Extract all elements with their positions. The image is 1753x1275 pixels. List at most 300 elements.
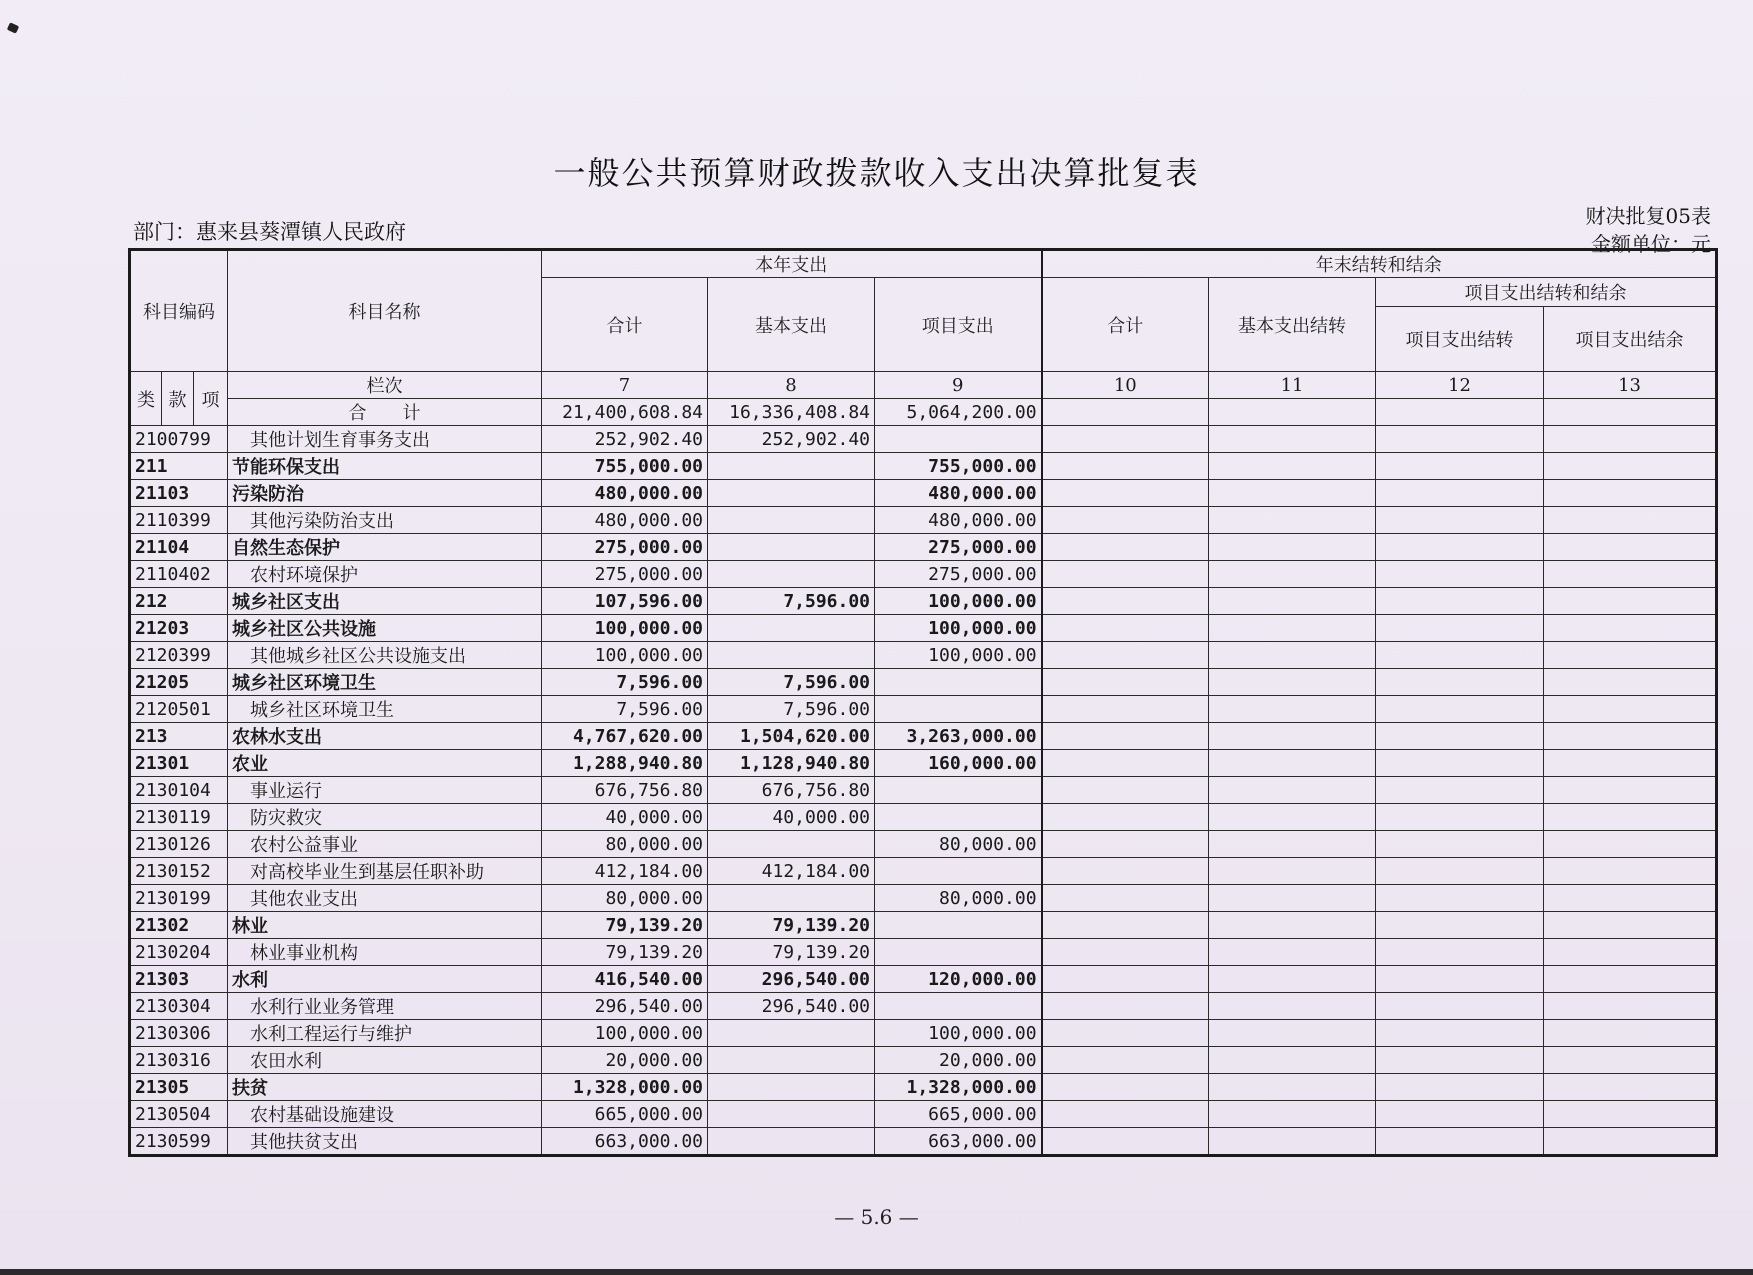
empty-cell xyxy=(1042,1020,1209,1047)
row-project: 100,000.00 xyxy=(875,642,1042,669)
empty-cell xyxy=(1042,777,1209,804)
empty-cell xyxy=(1209,453,1376,480)
row-total: 412,184.00 xyxy=(542,858,708,885)
row-name: 城乡社区环境卫生 xyxy=(228,696,542,723)
empty-cell xyxy=(1042,696,1209,723)
empty-cell xyxy=(1376,426,1544,453)
row-project xyxy=(875,804,1042,831)
table-row xyxy=(130,696,1717,723)
row-basic: 1,128,940.80 xyxy=(708,750,875,777)
header-basic-expenditure: 基本支出 xyxy=(708,278,875,372)
row-code: 2130152 xyxy=(130,858,228,885)
row-total: 663,000.00 xyxy=(542,1128,708,1156)
header-project-expenditure: 项目支出 xyxy=(875,278,1042,372)
table-row xyxy=(130,561,1717,588)
row-total: 40,000.00 xyxy=(542,804,708,831)
table-row xyxy=(130,804,1717,831)
empty-cell xyxy=(1544,426,1717,453)
row-code: 213 xyxy=(130,723,228,750)
empty-cell xyxy=(1042,831,1209,858)
row-basic xyxy=(708,480,875,507)
row-code: 21203 xyxy=(130,615,228,642)
empty-cell xyxy=(1042,1128,1209,1156)
row-basic xyxy=(708,1020,875,1047)
empty-cell xyxy=(1042,615,1209,642)
row-code: 2120399 xyxy=(130,642,228,669)
row-name: 事业运行 xyxy=(228,777,542,804)
empty-cell xyxy=(1209,858,1376,885)
empty-cell xyxy=(1544,993,1717,1020)
empty-cell xyxy=(1544,1101,1717,1128)
empty-cell xyxy=(1042,669,1209,696)
grand-total-amount: 21,400,608.84 xyxy=(542,399,708,426)
row-code: 21305 xyxy=(130,1074,228,1101)
table-row xyxy=(130,426,1717,453)
row-name: 农田水利 xyxy=(228,1047,542,1074)
empty-cell xyxy=(1376,993,1544,1020)
empty-cell xyxy=(1376,1128,1544,1156)
empty-cell xyxy=(1544,561,1717,588)
row-code: 2130306 xyxy=(130,1020,228,1047)
empty-cell xyxy=(1376,966,1544,993)
row-basic xyxy=(708,534,875,561)
empty-cell xyxy=(1209,804,1376,831)
row-total: 7,596.00 xyxy=(542,696,708,723)
empty-cell xyxy=(1042,561,1209,588)
row-project: 665,000.00 xyxy=(875,1101,1042,1128)
table-row xyxy=(130,615,1717,642)
empty-cell xyxy=(1042,723,1209,750)
row-code: 2130104 xyxy=(130,777,228,804)
empty-cell xyxy=(1209,831,1376,858)
table-row xyxy=(130,858,1717,885)
table-row xyxy=(130,1047,1717,1074)
row-basic xyxy=(708,1101,875,1128)
row-name: 其他污染防治支出 xyxy=(228,507,542,534)
row-project: 1,328,000.00 xyxy=(875,1074,1042,1101)
row-basic xyxy=(708,642,875,669)
header-code: 科目编码 xyxy=(130,250,228,372)
empty-cell xyxy=(1042,453,1209,480)
row-code: 212 xyxy=(130,588,228,615)
row-basic: 7,596.00 xyxy=(708,669,875,696)
empty-cell xyxy=(1544,1047,1717,1074)
row-code: 21104 xyxy=(130,534,228,561)
page-number: — 5.6 — xyxy=(834,1205,919,1229)
table-row xyxy=(130,1020,1717,1047)
header-project-surplus: 项目支出结余 xyxy=(1544,307,1717,372)
row-project: 755,000.00 xyxy=(875,453,1042,480)
empty-cell xyxy=(1209,750,1376,777)
row-code: 2130204 xyxy=(130,939,228,966)
row-name: 农林水支出 xyxy=(228,723,542,750)
empty-cell xyxy=(1544,615,1717,642)
empty-cell xyxy=(1376,399,1544,426)
empty-cell xyxy=(1209,669,1376,696)
row-project: 100,000.00 xyxy=(875,588,1042,615)
empty-cell xyxy=(1042,507,1209,534)
table-row xyxy=(130,1128,1717,1156)
empty-cell xyxy=(1376,831,1544,858)
row-code: 2130316 xyxy=(130,1047,228,1074)
empty-cell xyxy=(1042,1101,1209,1128)
row-name: 其他农业支出 xyxy=(228,885,542,912)
row-code: 21303 xyxy=(130,966,228,993)
row-name: 污染防治 xyxy=(228,480,542,507)
row-basic: 79,139.20 xyxy=(708,939,875,966)
empty-cell xyxy=(1544,1074,1717,1101)
row-project: 100,000.00 xyxy=(875,615,1042,642)
empty-cell xyxy=(1544,1128,1717,1156)
empty-cell xyxy=(1376,588,1544,615)
row-name: 水利 xyxy=(228,966,542,993)
empty-cell xyxy=(1209,615,1376,642)
empty-cell xyxy=(1544,480,1717,507)
row-name: 自然生态保护 xyxy=(228,534,542,561)
row-total: 80,000.00 xyxy=(542,831,708,858)
empty-cell xyxy=(1544,642,1717,669)
col-number: 7 xyxy=(542,372,708,399)
empty-cell xyxy=(1209,777,1376,804)
row-project xyxy=(875,696,1042,723)
empty-cell xyxy=(1209,1101,1376,1128)
row-total: 665,000.00 xyxy=(542,1101,708,1128)
row-name: 城乡社区支出 xyxy=(228,588,542,615)
empty-cell xyxy=(1376,669,1544,696)
table-row xyxy=(130,777,1717,804)
header-year-end-balance: 年末结转和结余 xyxy=(1042,250,1717,278)
empty-cell xyxy=(1042,426,1209,453)
row-name: 农村基础设施建设 xyxy=(228,1101,542,1128)
empty-cell xyxy=(1544,696,1717,723)
row-total: 20,000.00 xyxy=(542,1047,708,1074)
row-project xyxy=(875,912,1042,939)
empty-cell xyxy=(1544,669,1717,696)
empty-cell xyxy=(1544,912,1717,939)
row-total: 296,540.00 xyxy=(542,993,708,1020)
row-total: 1,288,940.80 xyxy=(542,750,708,777)
header-basic-carryover: 基本支出结转 xyxy=(1209,278,1376,372)
empty-cell xyxy=(1376,1047,1544,1074)
row-total: 79,139.20 xyxy=(542,939,708,966)
empty-cell xyxy=(1209,966,1376,993)
empty-cell xyxy=(1042,858,1209,885)
empty-cell xyxy=(1209,561,1376,588)
row-code: 2100799 xyxy=(130,426,228,453)
row-name: 其他扶贫支出 xyxy=(228,1128,542,1156)
grand-total-row xyxy=(130,399,1717,426)
empty-cell xyxy=(1376,912,1544,939)
row-code: 2130199 xyxy=(130,885,228,912)
empty-cell xyxy=(1544,588,1717,615)
row-total: 416,540.00 xyxy=(542,966,708,993)
table-row xyxy=(130,723,1717,750)
row-code: 21103 xyxy=(130,480,228,507)
table-row xyxy=(130,480,1717,507)
row-basic: 1,504,620.00 xyxy=(708,723,875,750)
empty-cell xyxy=(1376,453,1544,480)
header-xiang: 项 xyxy=(194,372,228,426)
empty-cell xyxy=(1544,939,1717,966)
row-total: 252,902.40 xyxy=(542,426,708,453)
table-row xyxy=(130,669,1717,696)
row-basic: 296,540.00 xyxy=(708,966,875,993)
row-project xyxy=(875,858,1042,885)
empty-cell xyxy=(1209,426,1376,453)
row-total: 100,000.00 xyxy=(542,1020,708,1047)
table-row xyxy=(130,642,1717,669)
col-number: 13 xyxy=(1544,372,1717,399)
row-basic xyxy=(708,831,875,858)
row-project: 480,000.00 xyxy=(875,480,1042,507)
row-basic xyxy=(708,507,875,534)
empty-cell xyxy=(1376,723,1544,750)
header-total: 合计 xyxy=(542,278,708,372)
row-name: 城乡社区公共设施 xyxy=(228,615,542,642)
table-row xyxy=(130,1101,1717,1128)
empty-cell xyxy=(1544,966,1717,993)
row-code: 211 xyxy=(130,453,228,480)
empty-cell xyxy=(1209,642,1376,669)
row-code: 2130119 xyxy=(130,804,228,831)
scan-bottom-edge xyxy=(0,1269,1753,1275)
empty-cell xyxy=(1209,1047,1376,1074)
empty-cell xyxy=(1042,993,1209,1020)
row-name: 林业事业机构 xyxy=(228,939,542,966)
row-basic: 296,540.00 xyxy=(708,993,875,1020)
empty-cell xyxy=(1209,1128,1376,1156)
row-name: 扶贫 xyxy=(228,1074,542,1101)
empty-cell xyxy=(1376,858,1544,885)
row-name: 其他计划生育事务支出 xyxy=(228,426,542,453)
empty-cell xyxy=(1376,1074,1544,1101)
row-name: 农业 xyxy=(228,750,542,777)
empty-cell xyxy=(1042,912,1209,939)
row-code: 21205 xyxy=(130,669,228,696)
row-project: 100,000.00 xyxy=(875,1020,1042,1047)
row-project: 20,000.00 xyxy=(875,1047,1042,1074)
empty-cell xyxy=(1376,939,1544,966)
empty-cell xyxy=(1209,723,1376,750)
row-basic: 79,139.20 xyxy=(708,912,875,939)
header-kuan: 款 xyxy=(162,372,194,426)
empty-cell xyxy=(1042,1047,1209,1074)
empty-cell xyxy=(1042,642,1209,669)
row-total: 4,767,620.00 xyxy=(542,723,708,750)
row-name: 水利工程运行与维护 xyxy=(228,1020,542,1047)
row-name: 城乡社区环境卫生 xyxy=(228,669,542,696)
row-code: 2130304 xyxy=(130,993,228,1020)
empty-cell xyxy=(1042,885,1209,912)
row-basic: 252,902.40 xyxy=(708,426,875,453)
table-row xyxy=(130,1074,1717,1101)
empty-cell xyxy=(1376,696,1544,723)
empty-cell xyxy=(1544,858,1717,885)
row-total: 1,328,000.00 xyxy=(542,1074,708,1101)
row-code: 2120501 xyxy=(130,696,228,723)
table-row xyxy=(130,939,1717,966)
empty-cell xyxy=(1042,1074,1209,1101)
row-project xyxy=(875,669,1042,696)
row-basic xyxy=(708,1047,875,1074)
row-total: 100,000.00 xyxy=(542,615,708,642)
row-total: 755,000.00 xyxy=(542,453,708,480)
table-row xyxy=(130,966,1717,993)
row-basic xyxy=(708,561,875,588)
col-number: 11 xyxy=(1209,372,1376,399)
row-project: 80,000.00 xyxy=(875,831,1042,858)
table-row xyxy=(130,453,1717,480)
empty-cell xyxy=(1544,507,1717,534)
row-project: 275,000.00 xyxy=(875,534,1042,561)
empty-cell xyxy=(1376,534,1544,561)
department-label: 部门：惠来县葵潭镇人民政府 xyxy=(133,220,406,244)
empty-cell xyxy=(1376,804,1544,831)
row-project: 120,000.00 xyxy=(875,966,1042,993)
empty-cell xyxy=(1209,507,1376,534)
row-project xyxy=(875,777,1042,804)
row-basic: 412,184.00 xyxy=(708,858,875,885)
row-total: 79,139.20 xyxy=(542,912,708,939)
row-project xyxy=(875,426,1042,453)
empty-cell xyxy=(1042,534,1209,561)
empty-cell xyxy=(1209,1074,1376,1101)
row-code: 2130599 xyxy=(130,1128,228,1156)
row-project: 663,000.00 xyxy=(875,1128,1042,1156)
row-project: 80,000.00 xyxy=(875,885,1042,912)
empty-cell xyxy=(1376,615,1544,642)
empty-cell xyxy=(1209,885,1376,912)
header-lanci: 栏次 xyxy=(228,372,542,399)
empty-cell xyxy=(1209,588,1376,615)
empty-cell xyxy=(1042,588,1209,615)
row-project: 3,263,000.00 xyxy=(875,723,1042,750)
grand-total-project: 5,064,200.00 xyxy=(875,399,1042,426)
table-row xyxy=(130,885,1717,912)
document-title: 一般公共预算财政拨款收入支出决算批复表 xyxy=(553,154,1200,192)
table-row xyxy=(130,750,1717,777)
empty-cell xyxy=(1209,399,1376,426)
empty-cell xyxy=(1209,939,1376,966)
row-total: 480,000.00 xyxy=(542,507,708,534)
row-name: 节能环保支出 xyxy=(228,453,542,480)
empty-cell xyxy=(1376,480,1544,507)
budget-table xyxy=(128,248,1718,1157)
empty-cell xyxy=(1544,750,1717,777)
row-project xyxy=(875,993,1042,1020)
empty-cell xyxy=(1544,723,1717,750)
row-project: 480,000.00 xyxy=(875,507,1042,534)
empty-cell xyxy=(1376,750,1544,777)
header-current-year-expenditure: 本年支出 xyxy=(542,250,1042,278)
header-project-carryover: 项目支出结转 xyxy=(1376,307,1544,372)
row-total: 7,596.00 xyxy=(542,669,708,696)
empty-cell xyxy=(1376,885,1544,912)
col-number: 10 xyxy=(1042,372,1209,399)
row-project xyxy=(875,939,1042,966)
empty-cell xyxy=(1042,399,1209,426)
empty-cell xyxy=(1544,831,1717,858)
row-code: 21302 xyxy=(130,912,228,939)
empty-cell xyxy=(1544,885,1717,912)
form-id-label: 财决批复05表 xyxy=(1585,204,1711,228)
row-basic: 7,596.00 xyxy=(708,588,875,615)
empty-cell xyxy=(1544,399,1717,426)
row-name: 其他城乡社区公共设施支出 xyxy=(228,642,542,669)
row-code: 2130126 xyxy=(130,831,228,858)
header-name: 科目名称 xyxy=(228,250,542,372)
empty-cell xyxy=(1544,1020,1717,1047)
header-project-balance-group: 项目支出结转和结余 xyxy=(1376,278,1717,307)
row-basic: 40,000.00 xyxy=(708,804,875,831)
empty-cell xyxy=(1376,642,1544,669)
row-total: 80,000.00 xyxy=(542,885,708,912)
empty-cell xyxy=(1209,1020,1376,1047)
row-basic xyxy=(708,1128,875,1156)
row-code: 2110402 xyxy=(130,561,228,588)
table-row xyxy=(130,993,1717,1020)
row-basic xyxy=(708,885,875,912)
grand-total-label: 合 计 xyxy=(228,399,542,426)
row-code: 2130504 xyxy=(130,1101,228,1128)
row-basic xyxy=(708,615,875,642)
row-basic xyxy=(708,453,875,480)
row-name: 林业 xyxy=(228,912,542,939)
table-body xyxy=(130,426,1717,1156)
row-total: 275,000.00 xyxy=(542,534,708,561)
table-row xyxy=(130,588,1717,615)
empty-cell xyxy=(1209,480,1376,507)
row-name: 水利行业业务管理 xyxy=(228,993,542,1020)
row-name: 农村环境保护 xyxy=(228,561,542,588)
table-row xyxy=(130,912,1717,939)
table-row xyxy=(130,534,1717,561)
amount-unit-label: 金额单位：元 xyxy=(1591,232,1711,256)
row-code: 21301 xyxy=(130,750,228,777)
row-name: 农村公益事业 xyxy=(228,831,542,858)
col-number: 9 xyxy=(875,372,1042,399)
empty-cell xyxy=(1376,777,1544,804)
row-code: 2110399 xyxy=(130,507,228,534)
empty-cell xyxy=(1209,912,1376,939)
row-total: 107,596.00 xyxy=(542,588,708,615)
col-number: 12 xyxy=(1376,372,1544,399)
col-number: 8 xyxy=(708,372,875,399)
scan-corner-mark xyxy=(7,22,19,33)
empty-cell xyxy=(1042,750,1209,777)
empty-cell xyxy=(1042,939,1209,966)
header-year-end-total: 合计 xyxy=(1042,278,1209,372)
table-row xyxy=(130,507,1717,534)
row-total: 480,000.00 xyxy=(542,480,708,507)
grand-total-basic: 16,336,408.84 xyxy=(708,399,875,426)
empty-cell xyxy=(1376,1101,1544,1128)
empty-cell xyxy=(1209,534,1376,561)
empty-cell xyxy=(1042,804,1209,831)
row-basic xyxy=(708,1074,875,1101)
empty-cell xyxy=(1376,561,1544,588)
row-total: 100,000.00 xyxy=(542,642,708,669)
row-total: 676,756.80 xyxy=(542,777,708,804)
row-project: 275,000.00 xyxy=(875,561,1042,588)
table-row xyxy=(130,831,1717,858)
empty-cell xyxy=(1042,480,1209,507)
row-total: 275,000.00 xyxy=(542,561,708,588)
empty-cell xyxy=(1376,1020,1544,1047)
empty-cell xyxy=(1209,696,1376,723)
row-project: 160,000.00 xyxy=(875,750,1042,777)
empty-cell xyxy=(1544,777,1717,804)
